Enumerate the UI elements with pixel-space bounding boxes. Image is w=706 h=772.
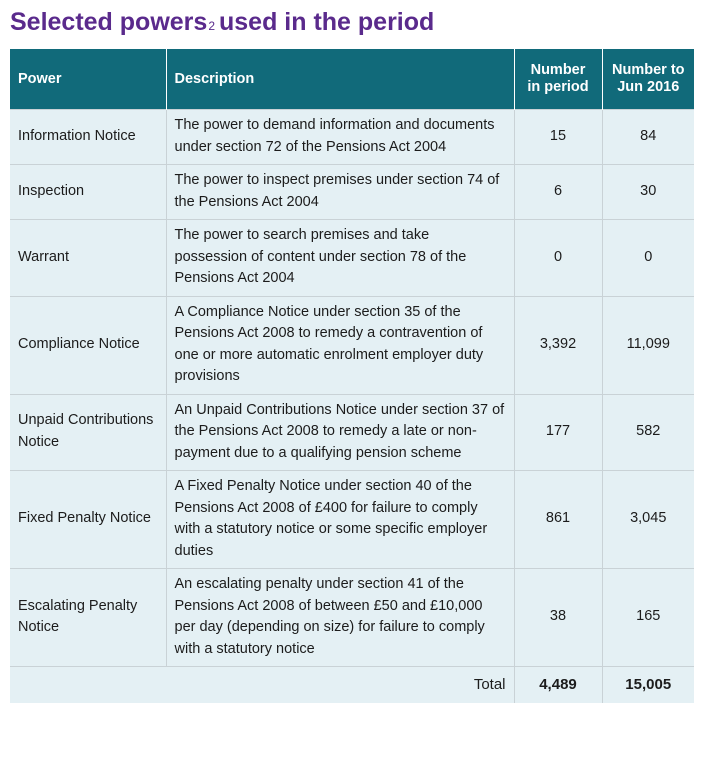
description-cell: An escalating penalty under section 41 of the Pensions Act 2008 of between £50 and £10,000 per day (depending on size) for failure to comply with a statutory notice xyxy=(166,569,514,667)
description-cell: The power to inspect premises under section 74 of the Pensions Act 2004 xyxy=(166,165,514,220)
header-to-jun-line2: Jun 2016 xyxy=(617,79,680,95)
page-title xyxy=(10,4,434,40)
in-period-cell: 861 xyxy=(514,471,602,569)
to-jun-cell: 582 xyxy=(602,394,694,471)
title-rest: used in the period xyxy=(219,8,435,36)
power-cell: Warrant xyxy=(10,220,166,297)
description-cell: The power to demand information and documents under section 72 of the Pensions Act 2004 xyxy=(166,110,514,165)
table-header-row xyxy=(10,49,694,110)
total-row xyxy=(10,667,694,704)
table-row xyxy=(10,296,694,394)
power-cell: Escalating Penalty Notice xyxy=(10,569,166,667)
to-jun-cell: 0 xyxy=(602,220,694,297)
table-row xyxy=(10,471,694,569)
header-description: Description xyxy=(166,49,514,110)
title-footnote-marker: 2 xyxy=(208,19,215,33)
power-cell: Unpaid Contributions Notice xyxy=(10,394,166,471)
total-to-jun: 15,005 xyxy=(602,667,694,704)
in-period-cell: 6 xyxy=(514,165,602,220)
table-row xyxy=(10,394,694,471)
power-cell: Compliance Notice xyxy=(10,296,166,394)
in-period-cell: 38 xyxy=(514,569,602,667)
to-jun-cell: 11,099 xyxy=(602,296,694,394)
total-in-period: 4,489 xyxy=(514,667,602,704)
in-period-cell: 3,392 xyxy=(514,296,602,394)
to-jun-cell: 30 xyxy=(602,165,694,220)
power-cell: Fixed Penalty Notice xyxy=(10,471,166,569)
table-row xyxy=(10,110,694,165)
to-jun-cell: 3,045 xyxy=(602,471,694,569)
description-cell: The power to search premises and take possession of content under section 78 of the Pensions Act 2004 xyxy=(166,220,514,297)
in-period-cell: 0 xyxy=(514,220,602,297)
total-label: Total xyxy=(10,667,514,704)
description-cell: An Unpaid Contributions Notice under section 37 of the Pensions Act 2008 to remedy a late or non-payment due to a qualifying pension scheme xyxy=(166,394,514,471)
header-to-jun-line1: Number to xyxy=(612,62,685,78)
power-cell: Information Notice xyxy=(10,110,166,165)
to-jun-cell: 165 xyxy=(602,569,694,667)
powers-table xyxy=(10,49,694,703)
power-cell: Inspection xyxy=(10,165,166,220)
to-jun-cell: 84 xyxy=(602,110,694,165)
table-row xyxy=(10,165,694,220)
header-number-to-jun xyxy=(602,49,694,110)
in-period-cell: 177 xyxy=(514,394,602,471)
header-in-period-line1: Number xyxy=(530,62,586,78)
header-power: Power xyxy=(10,49,166,110)
in-period-cell: 15 xyxy=(514,110,602,165)
table-row xyxy=(10,569,694,667)
description-cell: A Fixed Penalty Notice under section 40 of the Pensions Act 2008 of £400 for failure to comply with a statutory notice or some specific employer duties xyxy=(166,471,514,569)
description-cell: A Compliance Notice under section 35 of the Pensions Act 2008 to remedy a contravention of one or more automatic enrolment employer duty provisions xyxy=(166,296,514,394)
table-row xyxy=(10,220,694,297)
header-in-period-line2: in period xyxy=(527,79,589,95)
header-number-in-period xyxy=(514,49,602,110)
title-main: Selected powers xyxy=(10,8,208,36)
